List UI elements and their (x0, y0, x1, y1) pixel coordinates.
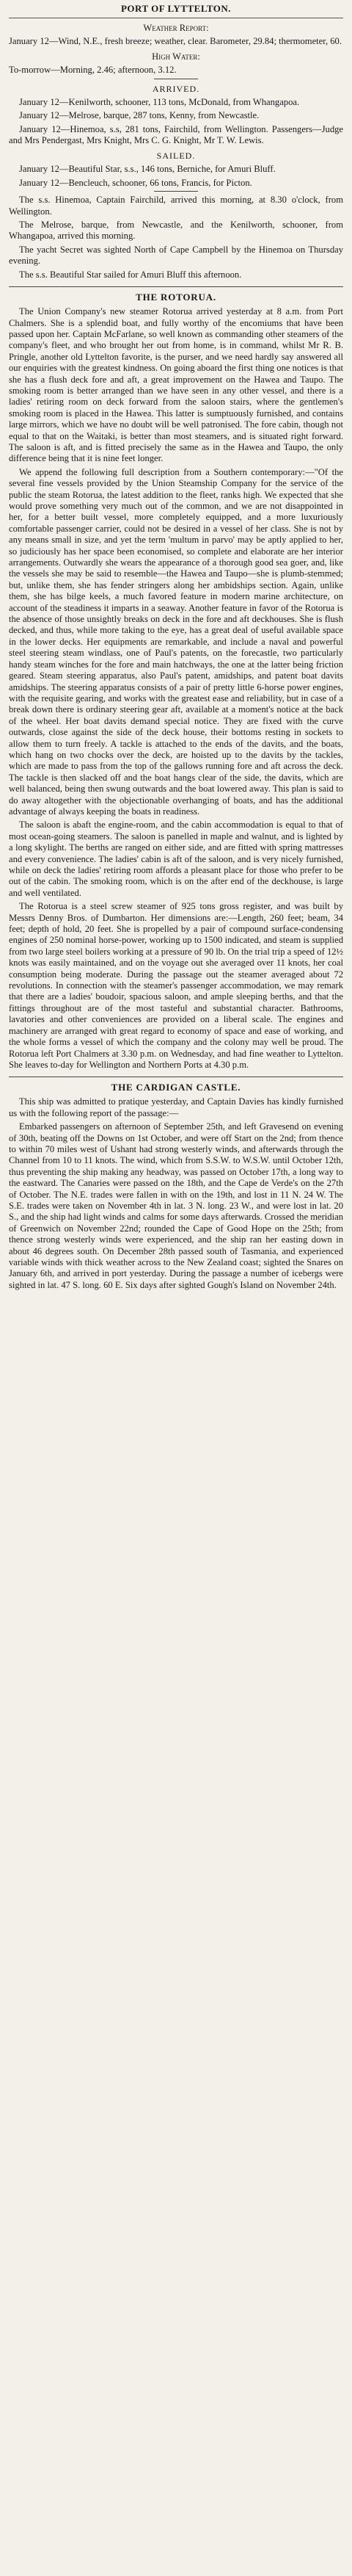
cardigan-title: THE CARDIGAN CASTLE. (111, 1082, 241, 1093)
shipping-note: The yacht Secret was sighted North of Cape Campbell by the Hinemoa on Thursday evening. (9, 244, 343, 267)
section-divider (9, 286, 343, 287)
masthead: PORT OF LYTTELTON. (9, 3, 343, 18)
arrival-entry: January 12—Kenilworth, schooner, 113 tons, McDonald, from Whangapoa. (19, 96, 300, 107)
high-water-heading: High Water: (152, 51, 200, 62)
shipping-note: The s.s. Beautiful Star sailed for Amuri Bluff this afternoon. (19, 269, 242, 280)
high-water-report: To-morrow—Morning, 2.46; afternoon, 3.12. (9, 65, 177, 76)
sailing-entry: January 12—Bencleuch, schooner, 66 tons, Francis, for Picton. (19, 177, 252, 188)
weather-heading: Weather Report: (143, 23, 209, 33)
arrival-entry: January 12—Melrose, barque, 287 tons, Kenny, from Newcastle. (19, 110, 260, 121)
article-paragraph: We append the following full description from a Southern contemporary:—"Of the several fine vessels provided by the Union Steamship Company for the service of the public the steam Rotorua, the latest addition to the fleet, ranks high. We expected that she would prove something very much out of the common, and we are not disappointed in her, for a better built vessel, more completely equipped, and a more luxuriously comfortable passenger carrier, could not be desired in a vessel of her class. She is not by any means small in size, and yet the term 'multum in parvo' may be aptly applied to her, so judiciously has her space been economised, so complete and elaborate are her interior arrangements. Outwardly she wears the appearance of a thorough good sea goer, and, like the vessels she may be said to resemble—the Hawea and Taupo—she is plumb-stemmed; but, unlike them, she has fender stringers along her ambidships section. Again, unlike them, she has bilge keels, a much favored feature in modern marine architecture, on account of the steadiness it imparts in a seaway. Another feature in favor of the Rotorua is the absence of those unsightly breaks on deck in the fore and aft deckhouses. She is flush decked, and thus, while more taking to the eye, has a great deal of useful available space in the lower decks. Her equipments are remarkable, and include a naval and powerful steel steering steam windlass, one of Paul's patents, on the forecastle, two particularly handy steam winches for the fore and main hatchways, the one at the latter being friction geared. Steam steering apparatus, also Paul's patent, amidships, and patent boat davits amidships. The steering apparatus consists of a pair of pretty little 6-horse power engines, with the requisite gearing, and works with the greatest ease and reliability, but in case of a break down there is ordinary steering gear aft, available at a moment's notice at the back of the wheel. Her boat davits demand special notice. They are fixed with the curve outwards, close against the side of the deck house, their bottoms resting in sockets to allow them to turn freely. A tackle is attached to the ends of the davits, and the boats, which hang on two chocks over the deck, are hoisted up to the davits by the tackles, which are made to pass from the top of the gallows running fore and aft across the deck. The tackle is then slacked off and the boat hangs clear of the side, the davits, which are well balanced, being then swung outwards and the boat lowered away. This plan is said to do away altogether with the objectionable overhanging of boats, and has the additional advantage of always keeping the boats in readiness. (9, 466, 343, 817)
divider (154, 191, 198, 192)
sailed-heading: SAILED. (156, 151, 196, 162)
article-paragraph: Embarked passengers on afternoon of September 25th, and left Gravesend on evening of 30th, beating off the Downs on 1st October, and were off Start on the 2nd; from thence to within 70 miles west of Ushant had strong westerly winds, and afterwards through the Channel from 10 to 11 knots. The wind, which from S.S.W. to W.S.W. until October 12th, thus preventing the ship making any headway, was passed on October 17th, a long way to the eastward. The Canaries were passed on the 18th, and the Cape de Verde's on the 27th of October. The N.E. trades were fallen in with on the 19th, and lost in 11 N. 24 W. The S.E. trades were taken on November 4th in lat. 3 N. long. 23 W., and were lost in lat. 20 S., and the ship had light winds and calms for some days afterwards. Crossed the meridian of Greenwich on November 22nd; rounded the Cape of Good Hope on the 25th; from thence strong westerly winds were experienced, and the ship ran her easting down in about 46 degrees south. On December 28th passed south of Tasmania, and experienced variable winds with thick weather across to the New Zealand coast; sighted the Snares on January 6th, and arrived in port yesterday. During the passage a number of icebergs were sighted in lat. 47 S. long. 60 E. Six days after sighted Gough's Island on November 24th. (9, 1121, 343, 1290)
shipping-note: The s.s. Hinemoa, Captain Fairchild, arrived this morning, at 8.30 o'clock, from Wellington. (9, 195, 343, 217)
article-paragraph: The saloon is abaft the engine-room, and the cabin accommodation is equal to that of most ocean-going steamers. The saloon is panelled in maple and walnut, and is lighted by a long skylight. The berths are ranged on either side, and are fitted with spring mattresses and every convenience. The ladies' cabin is aft of the saloon, and is very nicely furnished, while on deck the ladies' retiring room affords a pleasant place for those who prefer to be out of the cabin. The smoking room, which is on the after end of the deckhouse, is large and well ventilated. (9, 820, 343, 898)
shipping-note: The Melrose, barque, from Newcastle, and the Kenilworth, schooner, from Whangapoa, arrived this morning. (9, 220, 343, 242)
arrival-entry: January 12—Hinemoa, s.s, 281 tons, Fairchild, from Wellington. Passengers—Judge and Mrs Pendergast, Mrs Knight, Mrs C. G. Knight, Mr T. W. Lewis. (9, 123, 343, 146)
arrived-heading: ARRIVED. (152, 83, 200, 94)
article-paragraph: This ship was admitted to pratique yesterday, and Captain Davies has kindly furnished us with the following report of the passage:— (9, 1096, 343, 1118)
article-paragraph: The Union Company's new steamer Rotorua arrived yesterday at 8 a.m. from Port Chalmers. She is a splendid boat, and fully worthy of the encomiums that have been passed upon her. Captain McFarlane, so well known as commanding other steamers of the company's fleet, and who brought her out from home, is in command, whilst Mr R. B. Pringle, another old Lyttelton favorite, is the purser, and we need hardly say answered all our enquiries with the greatest kindness. On going aboard the first thing one notices is that she has a flush deck fore and aft, a great improvement on the Hawea and Taupo. The smoking room is better arranged than we have seen in any other vessel, and there is a ladies' retiring room on deck forward from the saloon stairs, where the gentlemen's smoking room is placed in the Hawea. This latter is sumptuously furnished, and contains large mirrors, which we have no doubt will be well patronised. The fore cabin, though not equal to that on the Waitaki, is better than most steamers, and is situated right forward. The saloon is aft, and is fitted precisely the same as in the Hawea and Taupo, the only difference being that it is nine feet longer. (9, 306, 343, 464)
sailing-entry: January 12—Beautiful Star, s.s., 146 tons, Berniche, for Amuri Bluff. (19, 164, 276, 175)
rotorua-title: THE ROTORUA. (136, 292, 216, 303)
article-paragraph: The Rotorua is a steel screw steamer of 925 tons gross register, and was built by Messrs Denny Bros. of Dumbarton. Her dimensions are:—Length, 260 feet; beam, 34 feet; depth of hold, 20 feet. She is propelled by a pair of compound surface-condensing engines of 250 nominal horse-power, working up to 1500 indicated, and steam is supplied from two large steel boilers working at a pressure of 90 lb. On the trial trip a speed of 12½ knots was easily maintained, and on the voyage out she averaged over 11 knots, her coal consumption being moderate. During the passage out the steamer averaged about 72 revolutions. In connection with the steamer's passenger accommodation, we may remark that there are a ladies' boudoir, spacious saloon, and ample sleeping berths, and that the fittings throughout are of the most tasteful and substantial character. Bathrooms, lavatories and other conveniences are provided on a liberal scale. The engines and machinery are arranged with great regard to economy of space and ease of working, and the whole forms a vessel of which the company and the colony may well be proud. The Rotorua left Port Chalmers at 3.30 p.m. on Wednesday, and had fine weather to Lyttelton. She leaves to-day for Wellington and Northern Ports at 4.30 p.m. (9, 901, 343, 1070)
weather-report: January 12—Wind, N.E., fresh breeze; weather, clear. Barometer, 29.84; thermometer, 60. (9, 36, 342, 46)
